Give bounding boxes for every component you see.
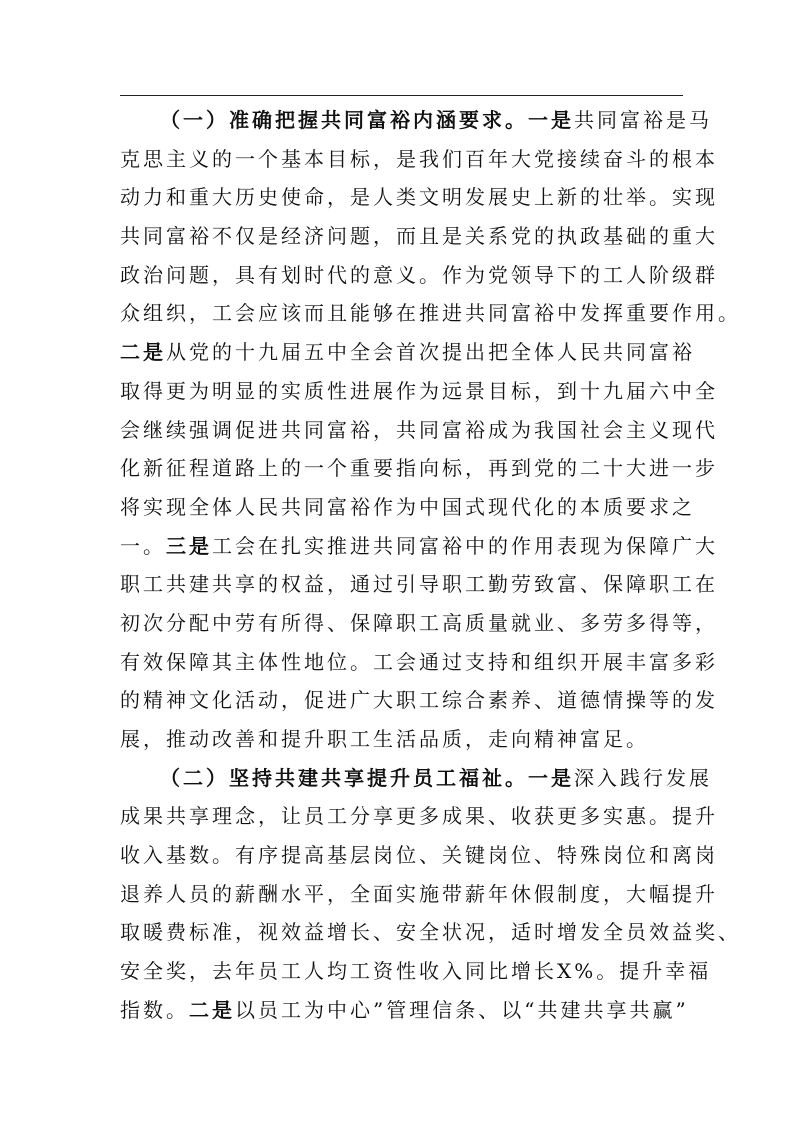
body-text: 众组织，工会应该而且能够在推进共同富裕中发挥重要作用。 [120, 301, 741, 326]
text-line [120, 527, 718, 566]
text-line [120, 178, 718, 217]
text-line [120, 952, 712, 991]
text-line [120, 759, 712, 798]
text-line [120, 449, 718, 488]
text-line [120, 836, 718, 875]
body-text: 会继续强调促进共同富裕，共同富裕成为我国社会主义现代 [120, 417, 718, 442]
text-line [120, 488, 695, 527]
body-text: 工会在扎实推进共同富裕中的作用表现为保障广大 [212, 533, 718, 558]
bold-text: 一是 [528, 108, 574, 132]
bold-text: 二是 [189, 997, 235, 1022]
body-text: 动力和重大历史使命，是人类文明发展史上新的壮举。实现 [120, 185, 718, 210]
body-text: 安全奖，去年员工人均工资性收入同比增长X%。提升幸福 [120, 959, 712, 984]
bold-text: （二）坚持共建共享提升员工福祉。 [160, 765, 528, 790]
bold-text: 一是 [528, 765, 574, 790]
body-text: 职工共建共享的权益，通过引导职工勤劳致富、保障职工在 [120, 572, 718, 597]
body-text: 初次分配中劳有所得、保障职工高质量就业、多劳多得等， [120, 610, 718, 635]
body-text: 展，推动改善和提升职工生活品质，走向精神富足。 [120, 727, 649, 751]
body-text: 有效保障其主体性地位。工会通过支持和组织开展丰富多彩 [120, 649, 718, 674]
bold-text: （一）准确把握共同富裕内涵要求。 [160, 108, 528, 132]
body-text: 的精神文化活动，促进广大职工综合素养、道德情操等的发 [120, 688, 718, 713]
text-line [120, 101, 712, 140]
body-text: 成果共享理念，让员工分享更多成果、收获更多实惠。提升 [120, 804, 718, 829]
body-text: 共同富裕不仅是经济问题，而且是关系党的执政基础的重大 [120, 224, 718, 249]
document-body [120, 101, 741, 1030]
text-line [120, 991, 689, 1030]
text-line [120, 875, 718, 914]
text-line [120, 217, 718, 256]
body-text: 化新征程道路上的一个重要指向标，再到党的二十大进一步 [120, 456, 718, 481]
bold-text: 三是 [166, 533, 212, 558]
text-line [120, 720, 683, 759]
text-line [120, 294, 741, 333]
body-text: 共同富裕是马 [574, 108, 712, 132]
header-rule [120, 95, 683, 96]
body-text: 将实现全体人民共同富裕作为中国式现代化的本质要求之 [120, 494, 695, 519]
text-line [120, 913, 741, 952]
body-text: 从党的十九届五中全会首次提出把全体人民共同富裕 [166, 340, 695, 365]
body-text: 政治问题，具有划时代的意义。作为党领导下的工人阶级群 [120, 262, 718, 287]
body-text: 取暖费标准，视效益增长、安全状况，适时增发全员效益奖、 [120, 920, 741, 945]
body-text: 收入基数。有序提高基层岗位、关键岗位、特殊岗位和离岗 [120, 843, 718, 868]
body-text: 取得更为明显的实质性进展作为远景目标，到十九届六中全 [120, 378, 718, 403]
text-line [120, 372, 718, 411]
text-line [120, 643, 718, 682]
text-line [120, 565, 718, 604]
body-text: 退养人员的薪酬水平，全面实施带薪年休假制度，大幅提升 [120, 881, 718, 906]
text-line [120, 681, 718, 720]
text-line [120, 256, 718, 295]
bold-text: 二是 [120, 340, 166, 365]
text-line [120, 411, 718, 450]
body-text: 指数。 [120, 997, 189, 1022]
body-text: 深入践行发展 [574, 765, 712, 790]
text-line [120, 797, 718, 836]
body-text: 以员工为中心”管理信条、以“共建共享共赢” [235, 997, 689, 1022]
text-line [120, 333, 695, 372]
body-text: 克思主义的一个基本目标，是我们百年大党接续奋斗的根本 [120, 146, 718, 171]
text-line [120, 604, 718, 643]
body-text: 一。 [120, 533, 166, 558]
text-line [120, 140, 718, 179]
